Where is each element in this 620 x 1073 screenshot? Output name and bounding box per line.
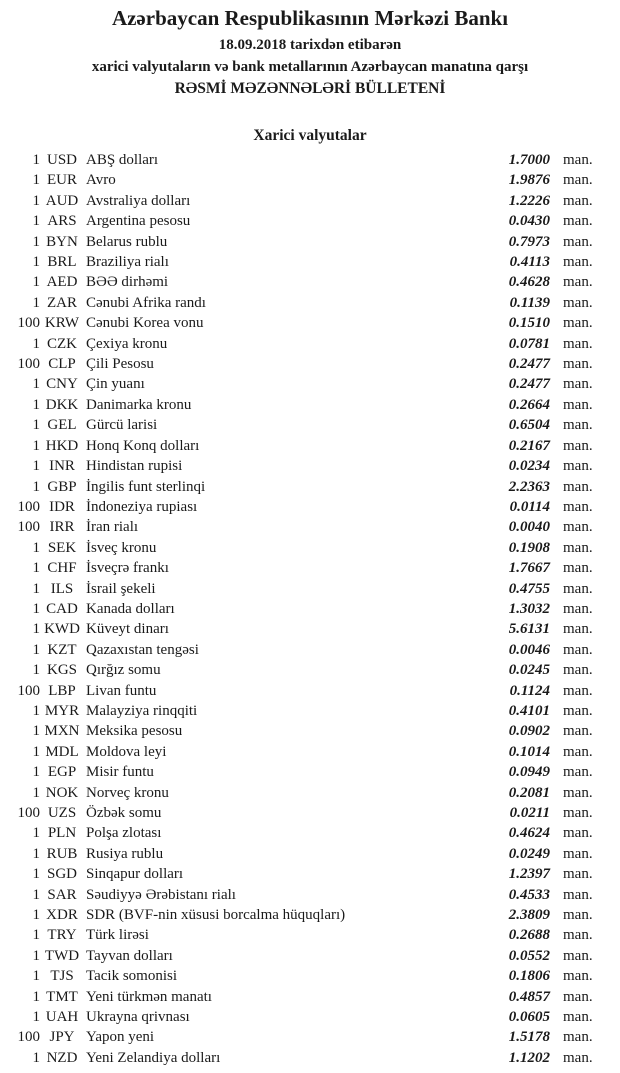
table-row: [0, 1027, 620, 1047]
unit-cell: man.: [563, 213, 593, 230]
unit-cell: man.: [563, 641, 593, 658]
bulletin-header: [0, 0, 620, 99]
bulletin-title: RƏSMİ MƏZƏNNƏLƏRİ BÜLLETENİ: [174, 80, 446, 97]
quantity-cell: 100: [17, 682, 40, 699]
unit-cell: man.: [563, 294, 593, 311]
quantity-cell: 1: [32, 845, 40, 862]
unit-cell: man.: [563, 580, 593, 597]
currency-code-cell: MDL: [45, 743, 79, 760]
rate-value-cell: 1.5178: [508, 1029, 550, 1046]
currency-name-cell: Moldova leyi: [86, 743, 167, 760]
unit-cell: man.: [563, 498, 593, 515]
unit-cell: man.: [563, 702, 593, 719]
currency-code-cell: NOK: [45, 784, 79, 801]
table-row: [0, 272, 620, 292]
table-row: [0, 1007, 620, 1027]
unit-cell: man.: [563, 172, 593, 189]
unit-cell: man.: [563, 866, 593, 883]
rate-value-cell: 1.7000: [508, 152, 550, 168]
table-row: [0, 925, 620, 945]
unit-cell: man.: [563, 784, 593, 801]
unit-cell: man.: [563, 764, 593, 781]
rate-value-cell: 0.2664: [508, 396, 550, 413]
unit-cell: man.: [563, 560, 593, 577]
currency-code-cell: SGD: [46, 866, 77, 883]
table-row: [0, 619, 620, 639]
table-row: [0, 803, 620, 823]
unit-cell: man.: [563, 927, 593, 944]
table-row: [0, 334, 620, 354]
currency-code-cell: CNY: [46, 376, 78, 393]
unit-cell: man.: [563, 845, 593, 862]
table-row: [0, 701, 620, 721]
quantity-cell: 1: [32, 886, 40, 903]
table-row: [0, 844, 620, 864]
quantity-cell: 1: [32, 274, 40, 291]
table-row: [0, 987, 620, 1007]
unit-cell: man.: [563, 274, 593, 291]
rate-value-cell: 0.0040: [508, 519, 550, 536]
table-row: [0, 905, 620, 925]
unit-cell: man.: [563, 743, 593, 760]
quantity-cell: 1: [32, 764, 40, 781]
rate-value-cell: 0.0249: [508, 845, 550, 862]
table-row: [0, 313, 620, 333]
quantity-cell: 1: [32, 458, 40, 475]
currency-code-cell: EUR: [47, 172, 77, 189]
quantity-cell: 1: [32, 702, 40, 719]
currency-name-cell: Braziliya rialı: [86, 254, 169, 271]
unit-cell: man.: [563, 662, 593, 679]
quantity-cell: 1: [32, 376, 40, 393]
currency-code-cell: TRY: [47, 927, 77, 944]
table-row: [0, 415, 620, 435]
rate-value-cell: 0.4101: [508, 702, 550, 719]
currency-name-cell: Çexiya kronu: [86, 335, 168, 352]
unit-cell: man.: [563, 519, 593, 536]
rate-value-cell: 5.6131: [508, 621, 550, 638]
currency-code-cell: KRW: [44, 315, 80, 332]
table-row: [0, 252, 620, 272]
quantity-cell: 1: [32, 192, 40, 209]
table-row: [0, 354, 620, 374]
quantity-cell: 1: [32, 294, 40, 311]
currency-name-cell: Çin yuanı: [86, 376, 145, 393]
currency-code-cell: CHF: [47, 560, 77, 577]
currency-name-cell: Tayvan dolları: [86, 947, 173, 964]
rate-value-cell: 0.2477: [508, 356, 550, 373]
rate-value-cell: 0.1014: [508, 743, 550, 760]
rate-value-cell: 1.7667: [508, 560, 550, 577]
rate-value-cell: 0.4113: [509, 254, 550, 271]
currency-name-cell: Avstraliya dolları: [86, 192, 191, 209]
currency-name-cell: Ukrayna qrivnası: [86, 1009, 190, 1026]
quantity-cell: 1: [32, 825, 40, 842]
rate-value-cell: 0.2688: [508, 927, 550, 944]
quantity-cell: 1: [32, 213, 40, 230]
currency-name-cell: İsveç kronu: [86, 539, 157, 556]
quantity-cell: 1: [32, 478, 40, 495]
table-row: [0, 599, 620, 619]
unit-cell: man.: [563, 315, 593, 332]
quantity-cell: 1: [32, 172, 40, 189]
rate-value-cell: 0.0605: [508, 1009, 550, 1026]
unit-cell: man.: [563, 1029, 593, 1046]
table-row: [0, 558, 620, 578]
currency-name-cell: Cənubi Afrika randı: [86, 294, 206, 311]
rate-value-cell: 0.0245: [508, 662, 550, 679]
currency-name-cell: Rusiya rublu: [86, 845, 164, 862]
unit-cell: man.: [563, 192, 593, 209]
currency-name-cell: ABŞ dolları: [86, 152, 159, 168]
quantity-cell: 1: [32, 866, 40, 883]
quantity-cell: 100: [17, 519, 40, 536]
table-row: [0, 150, 620, 170]
rate-value-cell: 1.3032: [508, 600, 550, 617]
unit-cell: man.: [563, 437, 593, 454]
table-row: [0, 640, 620, 660]
table-row: [0, 232, 620, 252]
unit-cell: man.: [563, 947, 593, 964]
rate-value-cell: 2.3809: [508, 907, 550, 924]
currency-code-cell: TJS: [50, 968, 74, 985]
currency-name-cell: BƏƏ dirhəmi: [86, 274, 169, 291]
currency-code-cell: SEK: [47, 539, 77, 556]
currency-code-cell: SAR: [47, 886, 77, 903]
currency-name-cell: Polşa zlotası: [86, 825, 162, 842]
rate-value-cell: 0.0781: [508, 335, 550, 352]
unit-cell: man.: [563, 600, 593, 617]
unit-cell: man.: [563, 152, 593, 168]
rate-value-cell: 0.2477: [508, 376, 550, 393]
table-row: [0, 293, 620, 313]
unit-cell: man.: [563, 539, 593, 556]
effective-date: 18.09.2018 tarixdən etibarən: [218, 37, 402, 53]
quantity-cell: 1: [32, 1009, 40, 1026]
table-row: [0, 374, 620, 394]
unit-cell: man.: [563, 886, 593, 903]
bulletin-subtitle: xarici valyutaların və bank metallarının Azərbaycan manatına qarşı: [91, 59, 529, 75]
rate-value-cell: 0.4624: [508, 825, 550, 842]
quantity-cell: 100: [17, 498, 40, 515]
unit-cell: man.: [563, 1009, 593, 1026]
quantity-cell: 100: [17, 356, 40, 373]
currency-code-cell: MYR: [44, 702, 80, 719]
currency-name-cell: Hindistan rupisi: [86, 458, 183, 475]
currency-name-cell: İndoneziya rupiası: [86, 498, 198, 515]
unit-cell: man.: [563, 825, 593, 842]
rate-value-cell: 0.4755: [508, 580, 550, 597]
currency-code-cell: USD: [46, 152, 77, 168]
table-row: [0, 681, 620, 701]
table-row: [0, 456, 620, 476]
unit-cell: man.: [563, 356, 593, 373]
rate-value-cell: 0.0046: [508, 641, 550, 658]
rate-value-cell: 0.1806: [508, 968, 550, 985]
currency-name-cell: Yeni Zelandiya dolları: [86, 1049, 221, 1066]
rate-value-cell: 0.1510: [508, 315, 550, 332]
unit-cell: man.: [563, 396, 593, 413]
rate-value-cell: 0.1908: [508, 539, 550, 556]
rate-value-cell: 0.4533: [508, 886, 550, 903]
table-row: [0, 170, 620, 190]
currency-name-cell: Türk lirəsi: [86, 927, 149, 944]
section-title-foreign-currencies: Xarici valyutalar: [253, 127, 367, 144]
bank-name: Azərbaycan Respublikasının Mərkəzi Bankı: [111, 6, 509, 30]
currency-name-cell: Özbək somu: [86, 805, 162, 821]
rate-value-cell: 1.2226: [508, 192, 550, 209]
quantity-cell: 1: [32, 662, 40, 679]
quantity-cell: 1: [32, 988, 40, 1005]
currency-name-cell: Belarus rublu: [86, 233, 168, 250]
rate-value-cell: 1.9876: [508, 172, 550, 189]
rate-value-cell: 2.2363: [508, 478, 550, 495]
rate-value-cell: 0.0234: [508, 458, 550, 475]
unit-cell: man.: [563, 254, 593, 271]
currency-code-cell: XDR: [46, 907, 78, 924]
table-row: [0, 966, 620, 986]
table-row: [0, 823, 620, 843]
table-row: [0, 742, 620, 762]
quantity-cell: 1: [32, 335, 40, 352]
table-row: [0, 660, 620, 680]
currency-name-cell: Küveyt dinarı: [86, 621, 169, 638]
currency-name-cell: Malayziya rinqqiti: [86, 702, 198, 719]
table-row: [0, 721, 620, 741]
currency-code-cell: GBP: [47, 478, 77, 495]
table-row: [0, 783, 620, 803]
currency-code-cell: CZK: [47, 335, 77, 352]
currency-code-cell: DKK: [45, 396, 79, 413]
rate-value-cell: 1.2397: [508, 866, 550, 883]
unit-cell: man.: [563, 907, 593, 924]
currency-name-cell: Qazaxıstan tengəsi: [86, 641, 199, 658]
quantity-cell: 1: [32, 539, 40, 556]
table-row: [0, 191, 620, 211]
unit-cell: man.: [563, 682, 593, 699]
table-row: [0, 864, 620, 884]
quantity-cell: 1: [32, 784, 40, 801]
currency-name-cell: Avro: [86, 172, 116, 189]
rate-value-cell: 0.6504: [508, 417, 550, 434]
currency-name-cell: Honq Konq dolları: [86, 437, 200, 454]
currency-code-cell: JPY: [49, 1029, 75, 1046]
currency-name-cell: SDR (BVF-nin xüsusi borcalma hüquqları): [86, 907, 346, 924]
unit-cell: man.: [563, 723, 593, 740]
quantity-cell: 1: [32, 254, 40, 271]
quantity-cell: 1: [32, 233, 40, 250]
rate-value-cell: 0.0949: [508, 764, 550, 781]
table-row: [0, 211, 620, 231]
unit-cell: man.: [563, 478, 593, 495]
currency-code-cell: ZAR: [47, 294, 77, 311]
unit-cell: man.: [563, 335, 593, 352]
currency-name-cell: Səudiyyə Ərəbistanı rialı: [86, 886, 236, 903]
unit-cell: man.: [563, 621, 593, 638]
currency-name-cell: Misir funtu: [86, 764, 154, 781]
currency-code-cell: NZD: [46, 1049, 78, 1066]
currency-code-cell: TWD: [44, 947, 80, 964]
currency-code-cell: ILS: [50, 580, 74, 597]
currency-name-cell: Norveç kronu: [86, 784, 169, 801]
quantity-cell: 1: [32, 968, 40, 985]
currency-name-cell: İsveçrə frankı: [86, 560, 169, 577]
currency-name-cell: İngilis funt sterlinqi: [86, 478, 206, 495]
currency-name-cell: İsrail şekeli: [86, 580, 156, 597]
quantity-cell: 1: [32, 417, 40, 434]
currency-code-cell: MXN: [44, 723, 80, 740]
unit-cell: man.: [563, 458, 593, 475]
quantity-cell: 1: [32, 907, 40, 924]
currency-code-cell: ARS: [47, 213, 77, 230]
rate-value-cell: 0.0114: [509, 498, 550, 515]
currency-code-cell: HKD: [45, 437, 79, 454]
currency-code-cell: IRR: [49, 519, 75, 536]
currency-code-cell: LBP: [48, 682, 76, 699]
rate-value-cell: 0.4628: [508, 274, 550, 291]
rate-value-cell: 0.1139: [509, 294, 550, 311]
quantity-cell: 1: [32, 641, 40, 658]
quantity-cell: 1: [32, 621, 40, 638]
unit-cell: man.: [563, 805, 593, 821]
currency-rates-table: [0, 150, 620, 1068]
currency-code-cell: TMT: [46, 988, 78, 1005]
quantity-cell: 1: [32, 600, 40, 617]
rate-value-cell: 1.1202: [508, 1049, 550, 1066]
currency-code-cell: BYN: [46, 233, 78, 250]
rate-value-cell: 0.2081: [508, 784, 550, 801]
currency-code-cell: BRL: [47, 254, 77, 271]
currency-name-cell: Livan funtu: [86, 682, 157, 699]
currency-code-cell: IDR: [49, 498, 75, 515]
currency-code-cell: GEL: [47, 417, 77, 434]
unit-cell: man.: [563, 1049, 593, 1066]
quantity-cell: 1: [32, 743, 40, 760]
currency-code-cell: CLP: [48, 356, 76, 373]
quantity-cell: 1: [32, 396, 40, 413]
rate-value-cell: 0.0211: [509, 805, 550, 821]
table-row: [0, 762, 620, 782]
quantity-cell: 1: [32, 927, 40, 944]
currency-name-cell: Qırğız somu: [86, 662, 161, 679]
unit-cell: man.: [563, 968, 593, 985]
unit-cell: man.: [563, 417, 593, 434]
currency-code-cell: CAD: [46, 600, 78, 617]
unit-cell: man.: [563, 233, 593, 250]
currency-code-cell: RUB: [46, 845, 78, 862]
currency-code-cell: UAH: [45, 1009, 79, 1026]
currency-name-cell: İran rialı: [86, 519, 139, 536]
rate-value-cell: 0.7973: [508, 233, 550, 250]
currency-name-cell: Argentina pesosu: [86, 213, 191, 230]
currency-code-cell: AED: [46, 274, 78, 291]
currency-name-cell: Cənubi Korea vonu: [86, 315, 204, 332]
quantity-cell: 100: [17, 805, 40, 821]
currency-code-cell: EGP: [47, 764, 77, 781]
rate-value-cell: 0.2167: [508, 437, 550, 454]
table-row: [0, 477, 620, 497]
table-row: [0, 497, 620, 517]
currency-name-cell: Meksika pesosu: [86, 723, 183, 740]
currency-name-cell: Yeni türkmən manatı: [86, 988, 212, 1005]
unit-cell: man.: [563, 376, 593, 393]
table-row: [0, 885, 620, 905]
currency-name-cell: Tacik somonisi: [86, 968, 178, 985]
quantity-cell: 1: [32, 580, 40, 597]
rate-value-cell: 0.0430: [508, 213, 550, 230]
table-row: [0, 517, 620, 537]
quantity-cell: 100: [17, 315, 40, 332]
quantity-cell: 1: [32, 947, 40, 964]
table-row: [0, 1048, 620, 1068]
quantity-cell: 1: [32, 437, 40, 454]
table-row: [0, 436, 620, 456]
table-row: [0, 395, 620, 415]
table-row: [0, 538, 620, 558]
currency-code-cell: PLN: [47, 825, 77, 842]
currency-code-cell: KWD: [44, 621, 80, 638]
currency-code-cell: KZT: [47, 641, 77, 658]
quantity-cell: 1: [32, 723, 40, 740]
rate-value-cell: 0.0552: [508, 947, 550, 964]
rate-value-cell: 0.0902: [508, 723, 550, 740]
currency-name-cell: Sinqapur dolları: [86, 866, 184, 883]
currency-code-cell: KGS: [46, 662, 77, 679]
quantity-cell: 1: [32, 560, 40, 577]
currency-code-cell: UZS: [47, 805, 77, 821]
quantity-cell: 1: [32, 152, 40, 168]
rate-value-cell: 0.4857: [508, 988, 550, 1005]
table-row: [0, 946, 620, 966]
currency-code-cell: INR: [49, 458, 75, 475]
unit-cell: man.: [563, 988, 593, 1005]
currency-name-cell: Kanada dolları: [86, 600, 175, 617]
table-row: [0, 579, 620, 599]
currency-name-cell: Yapon yeni: [86, 1029, 155, 1046]
quantity-cell: 1: [32, 1049, 40, 1066]
quantity-cell: 100: [17, 1029, 40, 1046]
currency-code-cell: AUD: [45, 192, 79, 209]
currency-name-cell: Çili Pesosu: [86, 356, 154, 373]
currency-name-cell: Gürcü larisi: [86, 417, 158, 434]
rate-value-cell: 0.1124: [509, 682, 550, 699]
currency-name-cell: Danimarka kronu: [86, 396, 192, 413]
